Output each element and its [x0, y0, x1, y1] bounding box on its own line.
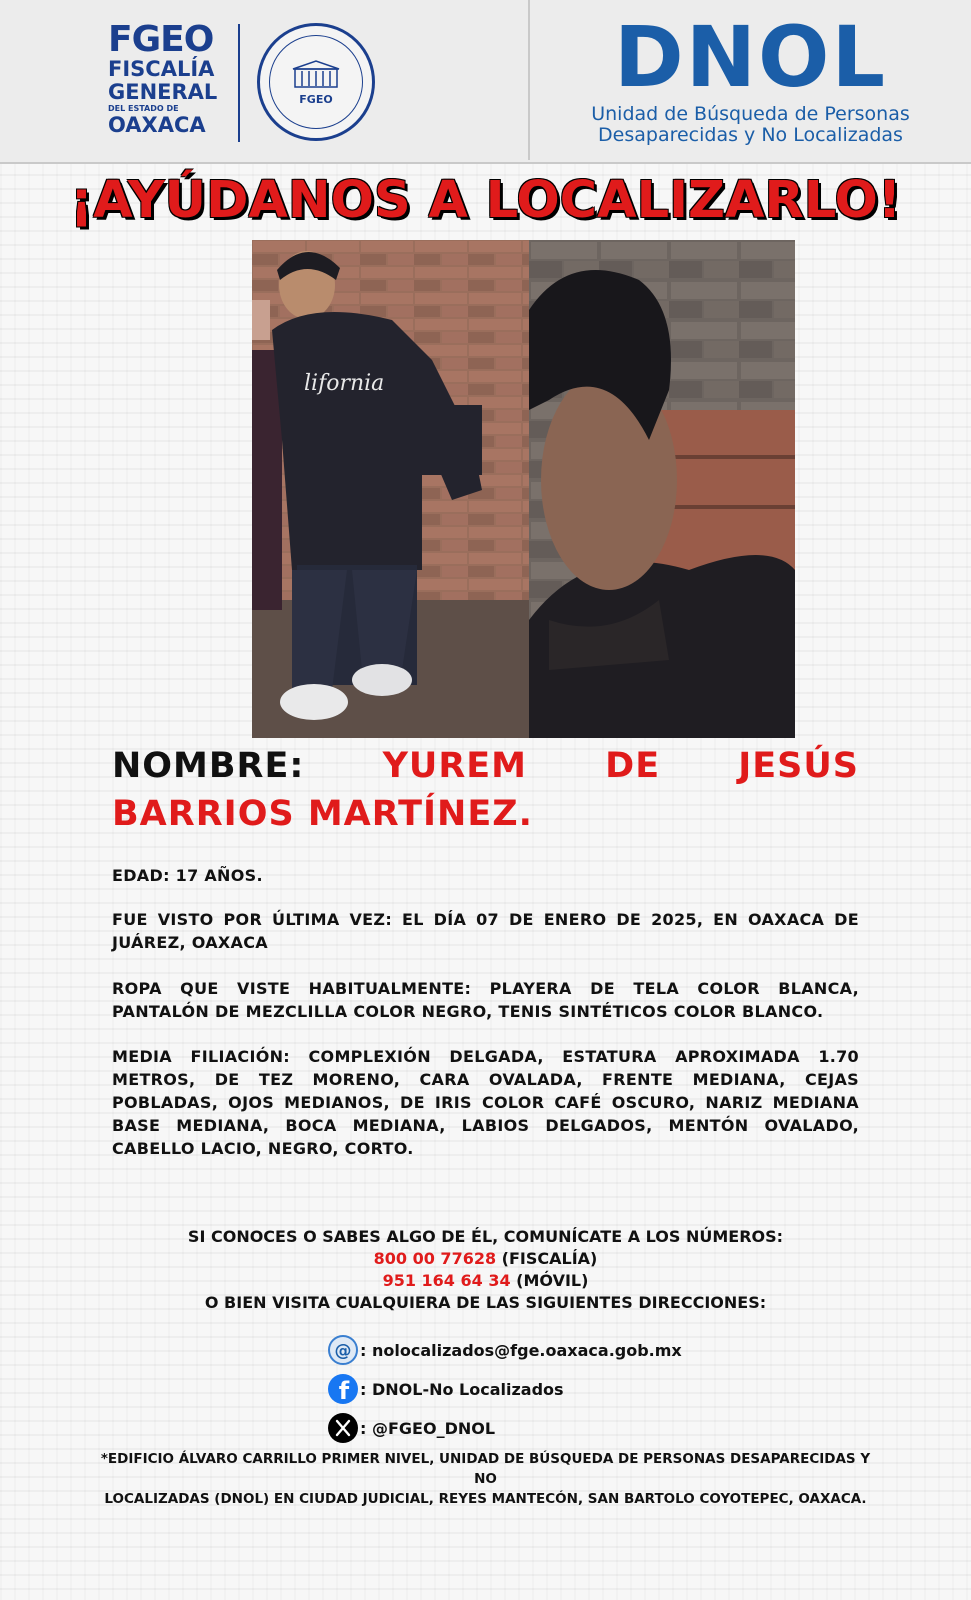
- svg-text:f: f: [338, 1377, 350, 1405]
- facebook-icon: [326, 1372, 360, 1406]
- fgeo-logo: [108, 19, 228, 137]
- seal-text: FGEO: [299, 92, 333, 106]
- phone-fiscalia-label: (FISCALÍA): [496, 1249, 598, 1268]
- clothing-text: ROPA QUE VISTE HABITUALMENTE: PLAYERA DE TELA COLOR BLANCA, PANTALÓN DE MEZCLILLA COLOR NEGRO, TENIS SINTÉTICOS COLOR BLANCO.: [112, 979, 859, 1021]
- header-banner: [0, 0, 971, 164]
- contact-visit: O BIEN VISITA CUALQUIERA DE LAS SIGUIENTES DIRECCIONES:: [204, 1293, 767, 1312]
- name-label: NOMBRE:: [112, 746, 305, 786]
- fgeo-mark: FGEO: [108, 19, 214, 60]
- last-seen-text: FUE VISTO POR ÚLTIMA VEZ: EL DÍA 07 DE ENERO DE 2025, EN OAXACA DE JUÁREZ, OAXACA: [112, 910, 859, 952]
- social-email[interactable]: [326, 1333, 682, 1367]
- social-x[interactable]: [326, 1411, 495, 1445]
- contact-intro: SI CONOCES O SABES ALGO DE ÉL, COMUNÍCATE A LOS NÚMEROS:: [187, 1227, 784, 1246]
- fgeo-state: OAXACA: [108, 113, 206, 137]
- x-handle-text: : @FGEO_DNOL: [360, 1418, 496, 1438]
- fgeo-line-1: FISCALÍA: [108, 57, 215, 81]
- email-text: : nolocalizados@fge.oaxaca.gob.mx: [360, 1340, 682, 1360]
- photo-full-body: [252, 240, 529, 738]
- dnol-subtitle-line-1: Unidad de Búsqueda de Personas: [591, 103, 910, 125]
- fiscalia-seal-icon: [257, 23, 375, 141]
- phone-fiscalia[interactable]: 800 00 77628: [373, 1249, 497, 1268]
- phone-movil-label: (MÓVIL): [510, 1271, 589, 1290]
- photo-face-closeup: [529, 240, 795, 738]
- dnol-subtitle-line-2: Desaparecidas y No Localizadas: [598, 124, 903, 146]
- logo-divider: [238, 24, 240, 142]
- fgeo-small: DEL ESTADO DE: [108, 104, 179, 113]
- x-logo-icon: [326, 1411, 360, 1445]
- contact-phone-2: [0, 1270, 971, 1292]
- name-value: YUREM DE JESÚS BARRIOS MARTÍNEZ.: [112, 746, 859, 834]
- fgeo-line-2: GENERAL: [108, 80, 218, 104]
- dnol-panel: [530, 0, 971, 160]
- headline: ¡AYÚDANOS A LOCALIZARLO!: [69, 171, 902, 230]
- footer-line-2: LOCALIZADAS (DNOL) EN CIUDAD JUDICIAL, REYES MANTECÓN, SAN BARTOLO COYOTEPEC, OAXACA.: [104, 1491, 867, 1507]
- svg-text:lifornia: lifornia: [304, 371, 385, 396]
- footer-line-1: *EDIFICIO ÁLVARO CARRILLO PRIMER NIVEL, UNIDAD DE BÚSQUEDA DE PERSONAS DESAPARECIDAS Y NO: [100, 1451, 871, 1487]
- footer-address: [100, 1449, 871, 1509]
- dnol-subtitle: [530, 104, 971, 146]
- facebook-text: : DNOL-No Localizados: [360, 1379, 564, 1399]
- description-text: MEDIA FILIACIÓN: COMPLEXIÓN DELGADA, ESTATURA APROXIMADA 1.70 METROS, DE TEZ MORENO, CARA OVALADA, FRENTE MEDIANA, CEJAS POBLADAS, OJOS MEDIANOS, DE IRIS COLOR CAFÉ OSCURO, NARIZ MEDIANA BASE MEDIANA, BOCA MEDIANA, LABIOS DELGADOS, MENTÓN OVALADO, CABELLO LACIO, NEGRO, CORTO.: [112, 1047, 859, 1158]
- svg-text:@: @: [334, 1341, 352, 1361]
- person-name: [112, 742, 859, 838]
- email-icon: [326, 1333, 360, 1367]
- fgeo-panel: [0, 0, 530, 160]
- building-icon: [291, 59, 341, 89]
- dnol-title: DNOL: [614, 8, 887, 106]
- phone-movil[interactable]: 951 164 64 34: [382, 1271, 511, 1290]
- contact-phone-1: [0, 1248, 971, 1270]
- social-facebook[interactable]: [326, 1372, 564, 1406]
- age-text: EDAD: 17 AÑOS.: [112, 866, 263, 885]
